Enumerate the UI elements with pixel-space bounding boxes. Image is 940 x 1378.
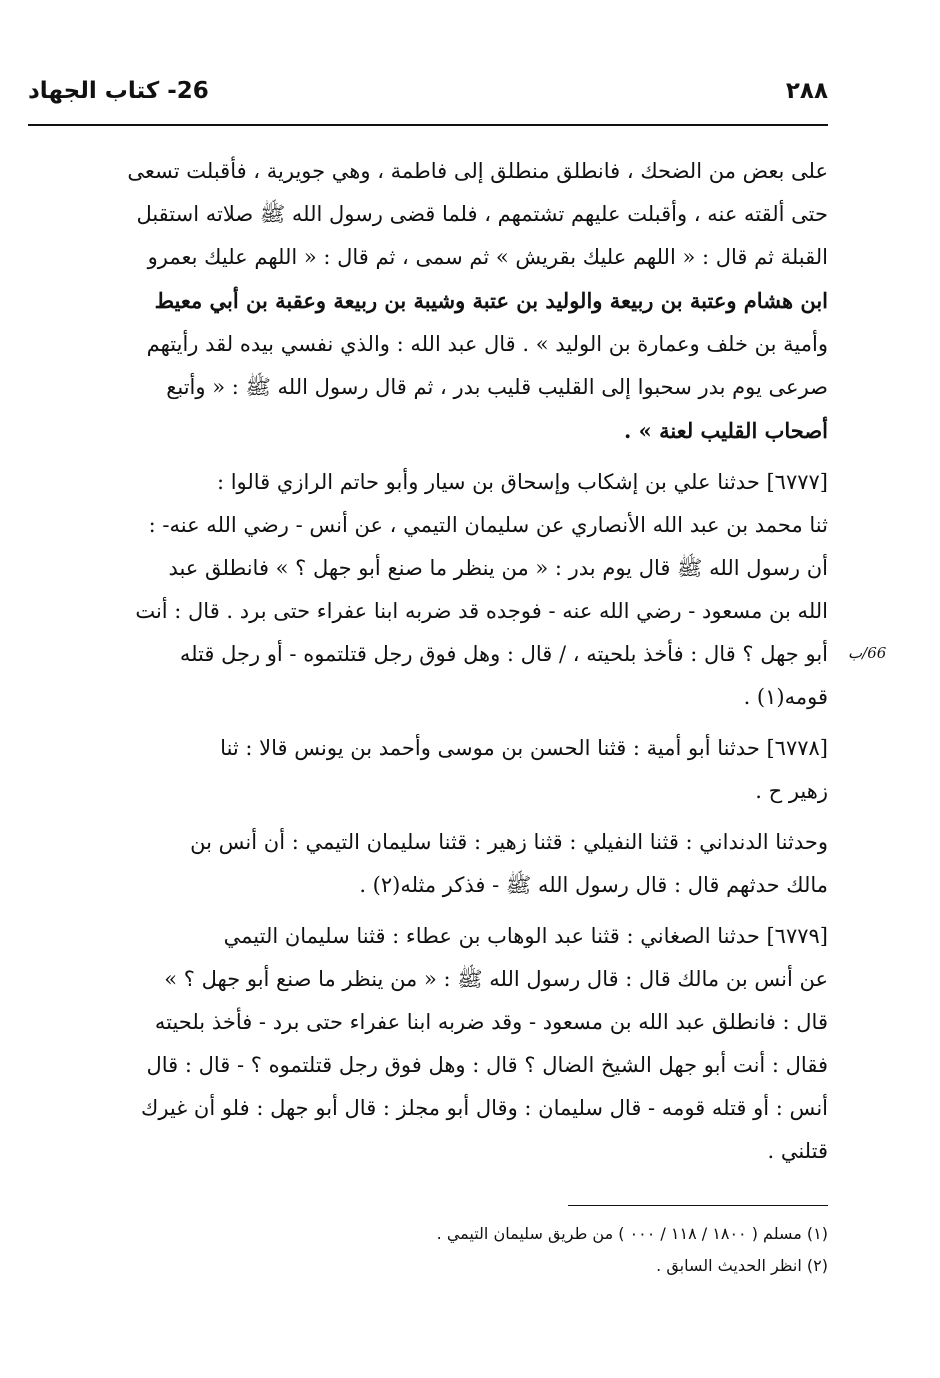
text-line: ابن هشام وعتبة بن ربيعة والوليد بن عتبة وشيبة بن ربيعة وعقبة بن أبي معيط xyxy=(154,288,828,313)
footnote-rule xyxy=(568,1205,828,1206)
text-line: حتى ألقته عنه ، وأقبلت عليهم تشتمهم ، فلما قضى رسول الله ﷺ صلاته استقبل xyxy=(136,202,828,226)
text-line: أنس : أو قتله قومه - قال سليمان : وقال أبو مجلز : قال أبو جهل : فلو أن غيرك xyxy=(141,1096,828,1120)
text-line: الله بن مسعود - رضي الله عنه - فوجده قد ضربه ابنا عفراء حتى برد . قال : أنت xyxy=(135,599,828,623)
text-line: مالك حدثهم قال : قال رسول الله ﷺ - فذكر مثله(٢) . xyxy=(359,873,828,897)
text-line: أصحاب القليب لعنة » . xyxy=(624,418,828,443)
page-header xyxy=(28,78,828,118)
text-line: قتلني . xyxy=(767,1139,828,1163)
header-rule xyxy=(28,124,828,126)
footnotes xyxy=(28,1218,828,1282)
text-line: ثنا محمد بن عبد الله الأنصاري عن سليمان التيمي ، عن أنس - رضي الله عنه- : xyxy=(148,513,828,537)
page-number: ٢٨٨ xyxy=(785,78,828,104)
text-line: القبلة ثم قال : « اللهم عليك بقريش » ثم سمى ، ثم قال : « اللهم عليك بعمرو xyxy=(147,245,828,269)
text-line: وأمية بن خلف وعمارة بن الوليد » . قال عبد الله : والذي نفسي بيده لقد رأيتهم xyxy=(146,332,828,356)
main-text xyxy=(28,150,828,1173)
text-line: قومه(١) . xyxy=(743,685,828,709)
text-line: عن أنس بن مالك قال : قال رسول الله ﷺ : « من ينظر ما صنع أبو جهل ؟ » xyxy=(164,967,828,991)
text-line: وحدثنا الدنداني : قثنا النفيلي : قثنا زهير : قثنا سليمان التيمي : أن أنس بن xyxy=(190,830,828,854)
hadith-6778 xyxy=(28,727,828,813)
text-line: قال : فانطلق عبد الله بن مسعود - وقد ضربه ابنا عفراء حتى برد - فأخذ بلحيته xyxy=(154,1010,828,1034)
text-line: أبو جهل ؟ قال : فأخذ بلحيته ، / قال : وهل فوق رجل قتلتموه - أو رجل قتله xyxy=(179,642,828,666)
manuscript-folio-note: 66/ب xyxy=(848,644,887,662)
hadith-6778-chain xyxy=(28,821,828,907)
footnote-2: (٢) انظر الحديث السابق . xyxy=(656,1256,828,1275)
hadith-6777 xyxy=(28,461,828,719)
hadith-6779 xyxy=(28,915,828,1173)
text-line: فقال : أنت أبو جهل الشيخ الضال ؟ قال : وهل فوق رجل قتلتموه ؟ - قال : قال xyxy=(146,1053,828,1077)
text-line: [٦٧٧٩] حدثنا الصغاني : قثنا عبد الوهاب بن عطاء : قثنا سليمان التيمي xyxy=(223,924,828,948)
text-line: على بعض من الضحك ، فانطلق منطلق إلى فاطمة ، وهي جويرية ، فأقبلت تسعى xyxy=(127,159,828,183)
chapter-title: 26- كتاب الجهاد xyxy=(28,78,209,104)
text-line: صرعى يوم بدر سحبوا إلى القليب قليب بدر ، ثم قال رسول الله ﷺ : « وأتبع xyxy=(166,375,828,399)
footnote-1: (١) مسلم ( ١٨٠٠ / ١١٨ / ٠٠٠ ) من طريق سليمان التيمي . xyxy=(436,1224,828,1243)
paragraph-1 xyxy=(28,150,828,453)
text-line: زهير ح . xyxy=(755,779,828,803)
text-line: [٦٧٧٨] حدثنا أبو أمية : قثنا الحسن بن موسى وأحمد بن يونس قالا : ثنا xyxy=(220,736,828,760)
text-line: [٦٧٧٧] حدثنا علي بن إشكاب وإسحاق بن سيار وأبو حاتم الرازي قالوا : xyxy=(216,470,828,494)
text-line: أن رسول الله ﷺ قال يوم بدر : « من ينظر ما صنع أبو جهل ؟ » فانطلق عبد xyxy=(168,556,828,580)
